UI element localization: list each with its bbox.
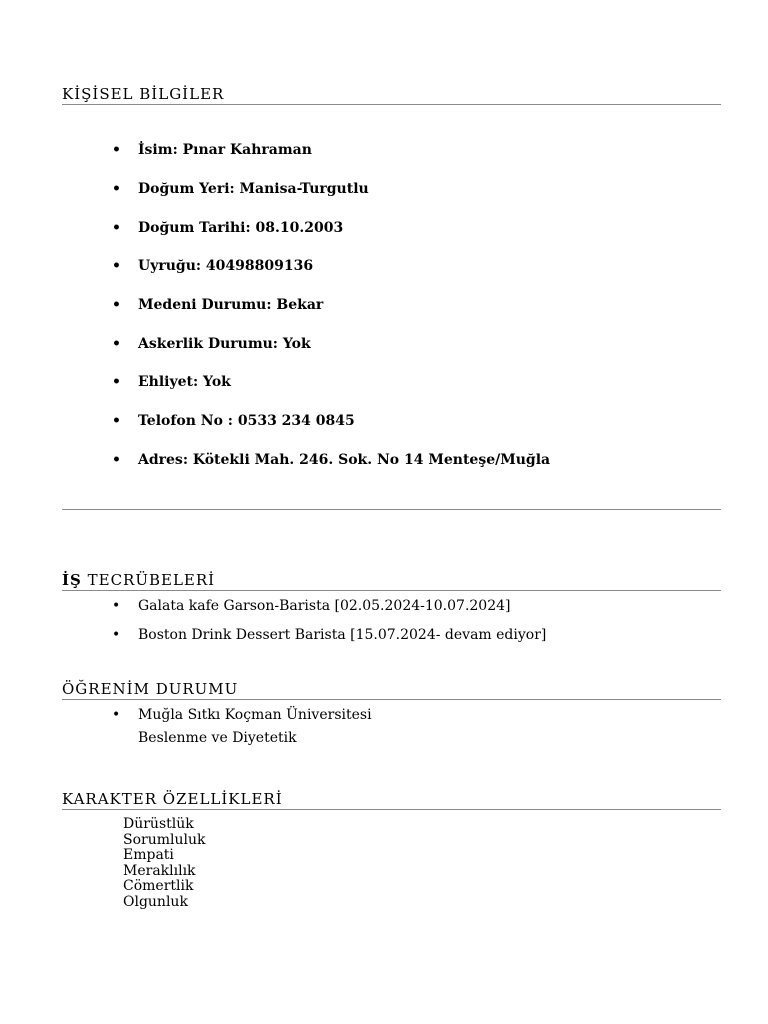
personal-item bbox=[112, 180, 369, 198]
personal-item bbox=[112, 296, 323, 314]
section-heading-personal bbox=[62, 85, 721, 105]
section-heading-education bbox=[62, 680, 721, 700]
bullet-icon: • bbox=[112, 181, 121, 197]
personal-item-text: Telofon No : 0533 234 0845 bbox=[138, 413, 355, 429]
personal-item bbox=[112, 141, 312, 159]
personal-item-text: Doğum Yeri: Manisa-Turgutlu bbox=[138, 181, 369, 197]
personal-item-text: İsim: Pınar Kahraman bbox=[138, 142, 312, 158]
bullet-icon: • bbox=[112, 220, 121, 236]
personal-item-text: Uyruğu: 40498809136 bbox=[138, 258, 314, 274]
trait-item: Dürüstlük bbox=[123, 816, 194, 832]
personal-item-text: Ehliyet: Yok bbox=[138, 374, 231, 390]
experience-item bbox=[112, 626, 546, 644]
bullet-icon: • bbox=[112, 297, 121, 313]
experience-item-text: Galata kafe Garson-Barista [02.05.2024-10.07.2024] bbox=[138, 598, 511, 614]
personal-title: KİŞİSEL BİLGİLER bbox=[62, 85, 225, 103]
section-heading-traits bbox=[62, 790, 721, 810]
bullet-icon: • bbox=[112, 627, 121, 643]
section-heading-experience bbox=[62, 571, 721, 591]
personal-item-text: Adres: Kötekli Mah. 246. Sok. No 14 Menteşe/Muğla bbox=[138, 452, 551, 468]
personal-item-text: Doğum Tarihi: 08.10.2003 bbox=[138, 220, 344, 236]
trait-item: Sorumluluk bbox=[123, 831, 206, 848]
bullet-icon: • bbox=[112, 413, 121, 429]
bullet-icon: • bbox=[112, 374, 121, 390]
bullet-icon: • bbox=[112, 707, 121, 723]
personal-item-text: Askerlik Durumu: Yok bbox=[138, 336, 311, 352]
personal-item-text: Medeni Durumu: Bekar bbox=[138, 297, 324, 313]
bullet-icon: • bbox=[112, 598, 121, 614]
trait-item: Cömertlik bbox=[123, 878, 194, 895]
education-department: Beslenme ve Diyetetik bbox=[138, 730, 297, 746]
experience-item-text: Boston Drink Dessert Barista [15.07.2024- devam ediyor] bbox=[138, 627, 547, 643]
traits-list bbox=[123, 817, 205, 911]
experience-item bbox=[112, 597, 511, 615]
experience-title-rest: TECRÜBELERİ bbox=[81, 571, 216, 589]
trait-item: Olgunluk bbox=[123, 893, 188, 910]
education-item bbox=[112, 706, 372, 724]
education-title: ÖĞRENİM DURUMU bbox=[62, 680, 239, 698]
trait-item: Meraklılık bbox=[123, 862, 196, 879]
personal-item bbox=[112, 335, 311, 353]
personal-item bbox=[112, 257, 313, 275]
education-school: Muğla Sıtkı Koçman Üniversitesi bbox=[138, 707, 372, 723]
bullet-icon: • bbox=[112, 142, 121, 158]
trait-item: Empati bbox=[123, 847, 174, 864]
section-divider bbox=[62, 509, 721, 510]
bullet-icon: • bbox=[112, 336, 121, 352]
personal-item bbox=[112, 373, 231, 391]
personal-item bbox=[112, 451, 550, 469]
traits-title: KARAKTER ÖZELLİKLERİ bbox=[62, 790, 283, 808]
personal-item bbox=[112, 219, 343, 237]
bullet-icon: • bbox=[112, 452, 121, 468]
personal-item bbox=[112, 412, 355, 430]
bullet-icon: • bbox=[112, 258, 121, 274]
experience-title-strong: İŞ bbox=[62, 571, 82, 589]
